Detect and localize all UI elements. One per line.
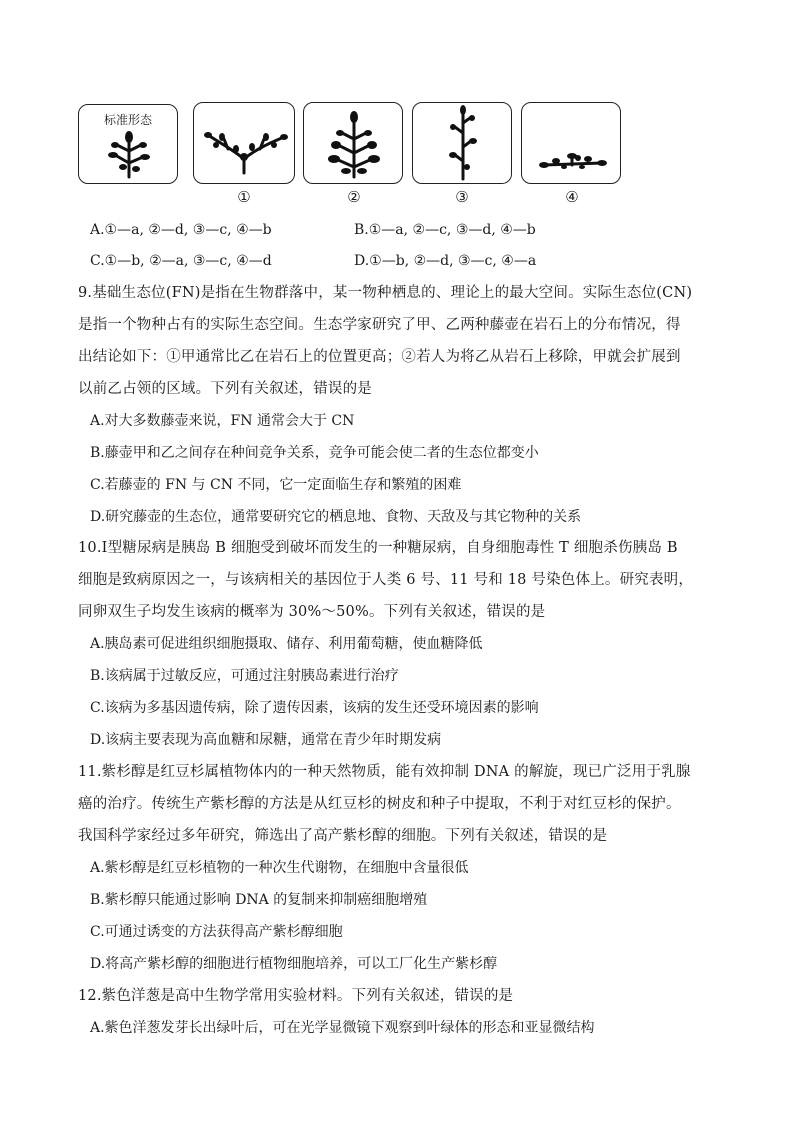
q11-stem-line: 癌的治疗。传统生产紫杉醇的方法是从红豆杉的树皮和种子中提取，不利于对红豆杉的保护。 [78,796,681,812]
q9-option-c[interactable]: C.若藤壶的 FN 与 CN 不同，它一定面临生存和繁殖的困难 [90,477,462,493]
q10-stem-line: 同卵双生子均发生该病的概率为 30%～50%。下列有关叙述，错误的是 [78,604,546,620]
q12-stem-line: 12.紫色洋葱是高中生物学常用实验材料。下列有关叙述，错误的是 [78,988,514,1004]
q10-option-d[interactable]: D.该病主要表现为高血糖和尿糖，通常在青少年时期发病 [90,732,442,748]
panel-1 [193,102,295,184]
figure-number-4: ④ [565,188,579,206]
q11-stem-line: 11.紫杉醇是红豆杉属植物体内的一种天然物质，能有效抑制 DNA 的解旋，现已广泛用于乳腺 [78,764,691,780]
q8-option-c[interactable]: C.①—b, ②—a, ③—c, ④—d [90,253,272,269]
q9-stem-line: 出结论如下：①甲通常比乙在岩石上的位置更高；②若人为将乙从岩石上移除，甲就会扩展到 [78,349,681,365]
tall-plant-icon [413,103,513,185]
standard-plant-icon [79,105,179,185]
q8-option-d[interactable]: D.①—b, ②—d, ③—c, ④—a [354,253,537,269]
bushy-plant-icon [304,103,404,185]
panel-4 [521,102,621,184]
q9-stem-line: 以前乙占领的区域。下列有关叙述，错误的是 [78,381,372,397]
figure-number-2: ② [347,188,361,206]
panel-3 [412,102,512,184]
q9-option-b[interactable]: B.藤壶甲和乙之间存在种间竞争关系，竞争可能会使二者的生态位都变小 [90,445,539,461]
panel-standard [78,104,178,184]
figure-number-1: ① [237,188,251,206]
dwarf-plant-icon [522,103,622,185]
q11-option-d[interactable]: D.将高产紫杉醇的细胞进行植物细胞培养，可以工厂化生产紫杉醇 [90,956,498,972]
q11-option-a[interactable]: A.紫杉醇是红豆杉植物的一种次生代谢物，在细胞中含量很低 [90,860,469,876]
figure-number-3: ③ [455,188,469,206]
q10-option-c[interactable]: C.该病为多基因遗传病，除了遗传因素，该病的发生还受环境因素的影响 [90,700,539,716]
q9-stem-line: 9.基础生态位(FN)是指在生物群落中，某一物种栖息的、理论上的最大空间。实际生态位(CN) [78,285,693,301]
q8-option-a[interactable]: A.①—a, ②—d, ③—c, ④—b [90,222,272,238]
q10-option-b[interactable]: B.该病属于过敏反应，可通过注射胰岛素进行治疗 [90,668,399,684]
spreading-plant-icon [194,103,296,185]
standard-label: 标准形态 [103,113,152,127]
q10-stem-line: 细胞是致病原因之一，与该病相关的基因位于人类 6 号、11 号和 18 号染色体上。研究表明， [78,572,694,588]
q12-option-a[interactable]: A.紫色洋葱发芽长出绿叶后，可在光学显微镜下观察到叶绿体的形态和亚显微结构 [90,1020,595,1036]
q10-option-a[interactable]: A.胰岛素可促进组织细胞摄取、储存、利用葡萄糖，使血糖降低 [90,636,483,652]
q11-option-c[interactable]: C.可通过诱变的方法获得高产紫杉醇细胞 [90,924,343,940]
q9-stem-line: 是指一个物种占有的实际生态空间。生态学家研究了甲、乙两种藤壶在岩石上的分布情况，得 [78,317,681,333]
q10-stem-line: 10.Ⅰ型糖尿病是胰岛 B 细胞受到破坏而发生的一种糖尿病，自身细胞毒性 T 细胞杀伤胰岛 B [78,540,678,556]
q11-stem-line: 我国科学家经过多年研究，筛选出了高产紫杉醇的细胞。下列有关叙述，错误的是 [78,828,608,844]
q8-option-b[interactable]: B.①—a, ②—c, ③—d, ④—b [354,222,536,238]
q11-option-b[interactable]: B.紫杉醇只能通过影响 DNA 的复制来抑制癌细胞增殖 [90,892,428,908]
q9-option-a[interactable]: A.对大多数藤壶来说，FN 通常会大于 CN [90,413,355,429]
q9-option-d[interactable]: D.研究藤壶的生态位，通常要研究它的栖息地、食物、天敌及与其它物种的关系 [90,509,582,525]
panel-2 [303,102,403,184]
